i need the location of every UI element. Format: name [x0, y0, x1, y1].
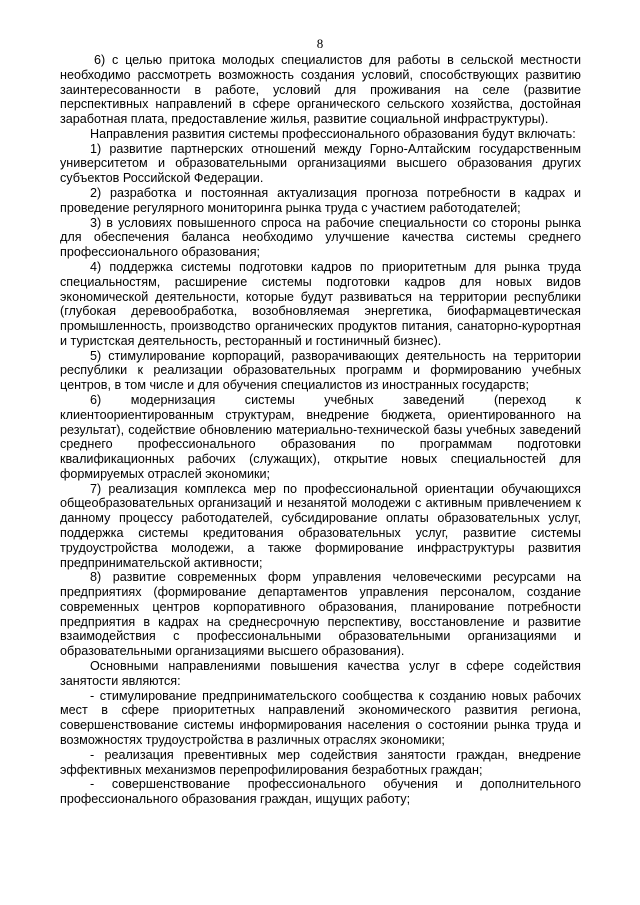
list-item: 6) модернизация системы учебных заведений (переход к клиентоориентированным структурам, внедрение бюджета, ориентированного на результат), содействие обновлению материально-технической базы учебных заведений среднего профессионального образования по программам подготовки квалификационных рабочих (служащих), открытие новых специальностей для формируемых отраслей экономики;: [60, 392, 581, 481]
paragraph: Основными направлениями повышения качества услуг в сфере содействия занятости являются:: [60, 659, 581, 688]
bullet-item: - стимулирование предпринимательского сообщества к созданию новых рабочих мест в сфере приоритетных направлений экономического развития региона, совершенствование системы информирования населения о состоянии рынка труда и возможностях трудоустройства в различных отраслях экономики;: [60, 688, 581, 747]
body-text: [60, 53, 581, 807]
bullet-item: - реализация превентивных мер содействия занятости граждан, внедрение эффективных механизмов перепрофилирования безработных граждан;: [60, 747, 581, 777]
paragraph: Направления развития системы профессионального образования будут включать:: [90, 126, 576, 141]
list-item: 5) стимулирование корпораций, разворачивающих деятельность на территории республики к реализации образовательных программ и формированию учебных центров, в том числе и для обучения специалистов из иностранных государств;: [60, 348, 581, 393]
list-item: 1) развитие партнерских отношений между Горно-Алтайским государственным университетом и образовательными организациями высшего образования других субъектов Российской Федерации.: [60, 141, 581, 186]
list-item: 3) в условиях повышенного спроса на рабочие специальности со стороны рынка для обеспечения баланса необходимо улучшение качества системы среднего профессионального образования;: [60, 215, 581, 260]
list-item: 4) поддержка системы подготовки кадров по приоритетным для рынка труда специальностям, расширение системы подготовки кадров для новых видов экономической деятельности, которые будут развиваться на территории республики (глубокая деревообработка, возобновляемая энергетика, биофармацевтическая промышленность, производство органических продуктов питания, санаторно-курортная и туристская деятельность, ресторанный и гостиничный бизнес).: [60, 259, 581, 348]
list-item: 8) развитие современных форм управления человеческими ресурсами на предприятиях (формирование департаментов управления персоналом, создание современных центров корпоративного образования, планирование потребности предприятия в кадрах на среднесрочную перспективу, восстановление и развитие взаимодействия с профессиональными образовательными организациями и образовательными организациями высшего образования).: [60, 570, 581, 659]
page-number: 8: [316, 36, 324, 51]
bullet-item: - совершенствование профессионального обучения и дополнительного профессионального образования граждан, ищущих работу;: [60, 777, 581, 807]
list-item: 2) разработка и постоянная актуализация прогноза потребности в кадрах и проведение регулярного мониторинга рынка труда с участием работодателей;: [60, 186, 581, 215]
list-item: 7) реализация комплекса мер по профессиональной ориентации обучающихся общеобразовательных организаций и незанятой молодежи с активным привлечением к данному процессу работодателей, субсидирование оплаты образовательных услуг, поддержка системы кредитования образовательных услуг, развитие системы трудоустройства молодежи, а также формирование инфраструктуры развития предпринимательской активности;: [60, 481, 581, 570]
paragraph: 6) с целью притока молодых специалистов для работы в сельской местности необходимо рассмотреть возможность создания условий, способствующих развитию заинтересованности в работе, условий для проживания на селе (развитие перспективных направлений в сфере органического сельского хозяйства, достойная заработная плата, предоставление жилья, развитие социальной инфраструктуры).: [60, 53, 581, 127]
